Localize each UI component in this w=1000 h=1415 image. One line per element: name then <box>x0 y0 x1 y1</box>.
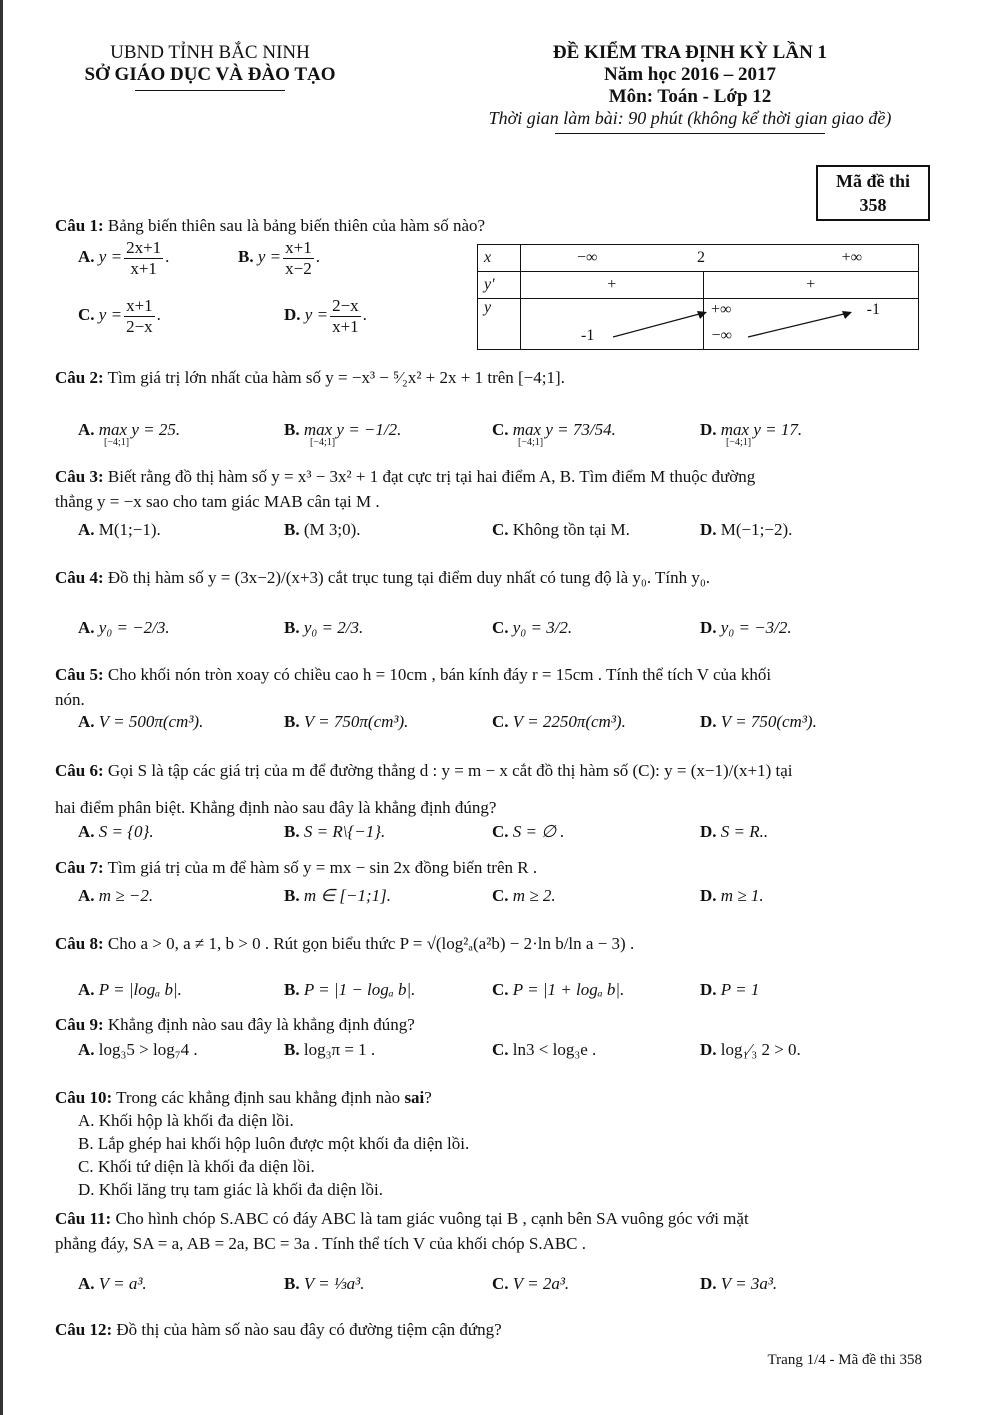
q9-option-c <box>492 1040 596 1060</box>
vt-y-minus1-right: -1 <box>866 301 880 318</box>
q2-a-sub: [−4;1] <box>104 437 130 448</box>
q3-c-text: Không tồn tại M. <box>512 520 630 539</box>
q6-b-letter: B. <box>284 822 300 841</box>
scan-edge <box>0 0 3 1415</box>
q10-label: Câu 10: <box>55 1088 113 1107</box>
q11-text1: Cho hình chóp S.ABC có đáy ABC là tam giác vuông tại B , cạnh bên SA vuông góc với mặt <box>115 1209 749 1228</box>
q2-label: Câu 2: <box>55 368 104 387</box>
question-5 <box>55 662 925 712</box>
province-name: UBND TỈNH BẮC NINH <box>110 42 310 63</box>
q5-b-text: V = 750π(cm³). <box>303 712 409 731</box>
q7-c-letter: C. <box>492 886 509 905</box>
q3-label: Câu 3: <box>55 467 104 486</box>
q9-option-b <box>284 1040 375 1060</box>
q3-d-letter: D. <box>700 520 717 539</box>
school-year: Năm học 2016 – 2017 <box>603 64 777 85</box>
q1-a-letter: A. <box>78 246 95 266</box>
q4-d-text: y₀ = −3/2. <box>720 618 792 637</box>
q6-text1: Gọi S là tập các giá trị của m để đường thẳng d : y = m − x cắt đồ thị hàm số (C): y = (x−1)/(x+1) tại <box>107 761 793 780</box>
q9-b-letter: B. <box>284 1040 300 1059</box>
q4-label: Câu 4: <box>55 568 104 587</box>
question-6 <box>55 758 925 820</box>
q7-label: Câu 7: <box>55 858 104 877</box>
q11-c-text: V = 2a³. <box>512 1274 570 1293</box>
page-footer: Trang 1/4 - Mã đề thi 358 <box>767 1352 922 1368</box>
q5-text1: Cho khối nón tròn xoay có chiều cao h = 10cm , bán kính đáy r = 15cm . Tính thể tích V của khối <box>107 665 772 684</box>
q1-b-num: x+1 <box>285 238 312 257</box>
q3-a-text: M(1;−1). <box>98 520 161 539</box>
q6-text2: hai điểm phân biệt. Khẳng định nào sau đây là khẳng định đúng? <box>55 798 497 817</box>
q4-option-a <box>78 618 170 638</box>
q8-text: Cho a > 0, a ≠ 1, b > 0 . Rút gọn biểu thức P = √(log²ₐ(a²b) − 2·ln b/ln a − 3) . <box>107 934 635 953</box>
q9-d-text: log₁⁄₃ 2 > 0. <box>720 1040 801 1059</box>
q8-option-c <box>492 980 624 1000</box>
q8-option-d <box>700 980 759 1000</box>
q2-option-b <box>284 420 401 448</box>
q9-text: Khẳng định nào sau đây là khẳng định đúng? <box>107 1015 415 1034</box>
header-underline <box>135 90 285 91</box>
q12-label: Câu 12: <box>55 1320 113 1339</box>
q2-text: Tìm giá trị lớn nhất của hàm số y = −x³ − ⁵⁄₂x² + 2x + 1 trên [−4;1]. <box>107 368 565 387</box>
q1-text: Bảng biến thiên sau là bảng biến thiên của hàm số nào? <box>107 216 486 235</box>
q8-c-letter: C. <box>492 980 509 999</box>
q7-a-text: m ≥ −2. <box>98 886 154 905</box>
q4-a-text: y₀ = −2/3. <box>98 618 170 637</box>
q1-option-c: C. y = $\frac{x+1}{2-x}$ . <box>78 296 161 336</box>
q8-a-letter: A. <box>78 980 95 999</box>
q7-option-c <box>492 886 556 906</box>
vt-x-values <box>521 245 704 272</box>
q9-option-d <box>700 1040 801 1060</box>
question-10 <box>55 1088 925 1108</box>
q1-b-letter: B. <box>238 246 254 266</box>
q7-d-text: m ≥ 1. <box>720 886 764 905</box>
q3-text2: thẳng y = −x sao cho tam giác MAB cân tại M . <box>55 492 380 511</box>
q2-d-letter: D. <box>700 420 717 439</box>
q11-label: Câu 11: <box>55 1209 112 1228</box>
department-name: SỞ GIÁO DỤC VÀ ĐÀO TẠO <box>84 64 336 85</box>
vt-arrow-left <box>611 307 711 341</box>
q2-c-text: max y = 73/54. <box>512 420 616 439</box>
q11-option-b <box>284 1274 365 1294</box>
q5-a-letter: A. <box>78 712 95 731</box>
q1-c-letter: C. <box>78 304 95 324</box>
vt-y-left <box>521 299 732 350</box>
q1-option-a: A. y = $\frac{2x+1}{x+1}$ . <box>78 238 170 278</box>
q9-a-text: log₃5 > log₇4 . <box>98 1040 198 1059</box>
vt-y-pos-inf: +∞ <box>711 301 732 318</box>
question-8 <box>55 934 925 954</box>
question-2 <box>55 368 925 388</box>
q7-text: Tìm giá trị của m để hàm số y = mx − sin 2x đồng biến trên R . <box>107 858 538 877</box>
q7-a-letter: A. <box>78 886 95 905</box>
q7-c-text: m ≥ 2. <box>512 886 556 905</box>
q4-option-d <box>700 618 792 638</box>
question-11 <box>55 1206 925 1256</box>
q2-a-letter: A. <box>78 420 95 439</box>
q10-option-d: D. Khối lăng trụ tam giác là khối đa diện lồi. <box>78 1180 383 1199</box>
q5-d-letter: D. <box>700 712 717 731</box>
q11-option-a <box>78 1274 147 1294</box>
q4-d-letter: D. <box>700 618 717 637</box>
q8-d-letter: D. <box>700 980 717 999</box>
vt-x-label: x <box>478 245 521 272</box>
q10-option-a: A. Khối hộp là khối đa diện lồi. <box>78 1111 294 1130</box>
q5-c-letter: C. <box>492 712 509 731</box>
vt-x-values-right <box>697 245 919 272</box>
q5-option-a <box>78 712 203 732</box>
q2-b-letter: B. <box>284 420 300 439</box>
q6-c-text: S = ∅ . <box>512 822 565 841</box>
q8-label: Câu 8: <box>55 934 104 953</box>
q2-option-c <box>492 420 616 448</box>
q11-c-letter: C. <box>492 1274 509 1293</box>
exam-title: ĐỀ KIỂM TRA ĐỊNH KỲ LẦN 1 <box>552 42 828 63</box>
q1-label: Câu 1: <box>55 216 104 235</box>
q11-a-letter: A. <box>78 1274 95 1293</box>
vt-arrow-right <box>746 307 856 341</box>
exam-code-label: Mã đề thi <box>836 171 910 191</box>
q2-option-a <box>78 420 180 448</box>
q3-option-a <box>78 520 161 540</box>
q11-d-text: V = 3a³. <box>720 1274 778 1293</box>
q6-label: Câu 6: <box>55 761 104 780</box>
q2-a-text: max y = 25. <box>98 420 181 439</box>
q9-c-letter: C. <box>492 1040 509 1059</box>
q1-d-den: x+1 <box>332 316 359 336</box>
q3-b-letter: B. <box>284 520 300 539</box>
q6-option-b <box>284 822 385 842</box>
q3-d-text: M(−1;−2). <box>720 520 793 539</box>
vt-yprime-left: + <box>521 272 704 299</box>
q5-a-text: V = 500π(cm³). <box>98 712 204 731</box>
header-right <box>420 42 960 134</box>
q3-option-d <box>700 520 792 540</box>
q7-option-d <box>700 886 764 906</box>
q1-b-pre: y = <box>257 246 282 266</box>
vt-two: 2 <box>697 249 705 266</box>
q2-c-letter: C. <box>492 420 509 439</box>
q6-option-d <box>700 822 768 842</box>
variation-table <box>477 244 919 350</box>
q10-bold: sai <box>404 1088 425 1107</box>
q1-c-pre: y = <box>98 304 123 324</box>
q8-b-text: P = |1 − logₐ b|. <box>303 980 416 999</box>
q1-c-den: 2−x <box>126 316 153 336</box>
vt-y-neg-inf: −∞ <box>711 327 732 344</box>
q4-b-text: y₀ = 2/3. <box>303 618 364 637</box>
q6-option-c <box>492 822 565 842</box>
q7-b-text: m ∈ [−1;1]. <box>303 886 392 905</box>
q2-c-sub: [−4;1] <box>518 437 544 448</box>
vt-neg-inf: −∞ <box>577 249 598 266</box>
q6-d-text: S = R.. <box>720 822 769 841</box>
question-4 <box>55 568 925 588</box>
q1-b-den: x−2 <box>285 258 312 278</box>
exam-code-value: 358 <box>859 195 887 215</box>
q5-label: Câu 5: <box>55 665 104 684</box>
q8-option-a <box>78 980 182 1000</box>
q5-option-d <box>700 712 817 732</box>
q2-b-sub: [−4;1] <box>310 437 336 448</box>
q3-option-b <box>284 520 361 540</box>
time-allowed: Thời gian làm bài: 90 phút (không kể thời gian giao đề) <box>488 108 892 128</box>
q3-b-text: (M 3;0). <box>303 520 361 539</box>
q1-d-pre: y = <box>304 304 329 324</box>
q9-c-text: ln3 < log₃e . <box>512 1040 597 1059</box>
q11-a-text: V = a³. <box>98 1274 147 1293</box>
q4-c-text: y₀ = 3/2. <box>512 618 573 637</box>
vt-y-label: y <box>478 299 521 350</box>
q8-a-text: P = |logₐ b|. <box>98 980 182 999</box>
q3-a-letter: A. <box>78 520 95 539</box>
vt-y-minus1-left: -1 <box>581 327 595 344</box>
q6-option-a <box>78 822 154 842</box>
q5-c-text: V = 2250π(cm³). <box>512 712 626 731</box>
q11-text2: phẳng đáy, SA = a, AB = 2a, BC = 3a . Tính thể tích V của khối chóp S.ABC . <box>55 1234 587 1253</box>
q5-b-letter: B. <box>284 712 300 731</box>
q11-b-text: V = ⅓a³. <box>303 1274 365 1293</box>
q1-d-letter: D. <box>284 304 301 324</box>
q10-text: Trong các khẳng định sau khẳng định nào <box>116 1088 401 1107</box>
q12-text: Đồ thị của hàm số nào sau đây có đường tiệm cận đứng? <box>116 1320 502 1339</box>
q11-option-c <box>492 1274 569 1294</box>
q8-d-text: P = 1 <box>720 980 760 999</box>
q7-d-letter: D. <box>700 886 717 905</box>
q6-d-letter: D. <box>700 822 717 841</box>
q10-option-b: B. Lắp ghép hai khối hộp luôn được một khối đa diện lồi. <box>78 1134 470 1153</box>
vt-pos-inf: +∞ <box>841 249 862 266</box>
header-left <box>60 42 360 91</box>
q6-b-text: S = R\{−1}. <box>303 822 386 841</box>
question-7 <box>55 858 925 878</box>
question-3 <box>55 464 925 514</box>
q9-d-letter: D. <box>700 1040 717 1059</box>
q2-d-sub: [−4;1] <box>726 437 752 448</box>
question-12 <box>55 1320 925 1340</box>
q1-d-num: 2−x <box>332 296 359 315</box>
q1-option-d: D. y = $\frac{2-x}{x+1}$ . <box>284 296 367 336</box>
vt-y-right <box>703 299 919 350</box>
q5-d-text: V = 750(cm³). <box>720 712 817 731</box>
q4-option-b <box>284 618 363 638</box>
q3-c-letter: C. <box>492 520 509 539</box>
q9-a-letter: A. <box>78 1040 95 1059</box>
q1-a-den: x+1 <box>130 258 157 278</box>
q4-option-c <box>492 618 572 638</box>
q1-option-b: B. y = $\frac{x+1}{x-2}$ . <box>238 238 320 278</box>
subject: Môn: Toán - Lớp 12 <box>608 86 772 107</box>
header-right-underline <box>555 133 825 134</box>
q5-option-b <box>284 712 408 732</box>
q7-option-a <box>78 886 153 906</box>
q7-option-b <box>284 886 391 906</box>
q4-text: Đồ thị hàm số y = (3x−2)/(x+3) cắt trục tung tại điểm duy nhất có tung độ là y₀. Tính y₀. <box>107 568 711 587</box>
q5-text2: nón. <box>55 690 85 709</box>
q2-b-text: max y = −1/2. <box>303 420 402 439</box>
q11-b-letter: B. <box>284 1274 300 1293</box>
q8-b-letter: B. <box>284 980 300 999</box>
q3-text1: Biết rằng đồ thị hàm số y = x³ − 3x² + 1 đạt cực trị tại hai điểm A, B. Tìm điểm M thuộc đường <box>107 467 756 486</box>
q3-option-c <box>492 520 630 540</box>
q4-b-letter: B. <box>284 618 300 637</box>
q10-option-c: C. Khối tứ diện là khối đa diện lồi. <box>78 1157 315 1176</box>
q11-option-d <box>700 1274 777 1294</box>
q1-a-num: 2x+1 <box>126 238 162 257</box>
q8-option-b <box>284 980 415 1000</box>
q9-option-a <box>78 1040 198 1060</box>
q6-a-text: S = {0}. <box>98 822 154 841</box>
q2-option-d <box>700 420 802 448</box>
q9-label: Câu 9: <box>55 1015 104 1034</box>
question-9 <box>55 1015 925 1035</box>
exam-code-box <box>816 165 930 221</box>
question-1 <box>55 216 925 236</box>
q6-a-letter: A. <box>78 822 95 841</box>
q2-d-text: max y = 17. <box>720 420 803 439</box>
q5-option-c <box>492 712 626 732</box>
q6-c-letter: C. <box>492 822 509 841</box>
q4-c-letter: C. <box>492 618 509 637</box>
q1-c-num: x+1 <box>126 296 153 315</box>
q4-a-letter: A. <box>78 618 95 637</box>
vt-yprime-label: y′ <box>478 272 521 299</box>
q10-end: ? <box>424 1088 432 1107</box>
q1-a-pre: y = <box>98 246 123 266</box>
q11-d-letter: D. <box>700 1274 717 1293</box>
q7-b-letter: B. <box>284 886 300 905</box>
q8-c-text: P = |1 + logₐ b|. <box>512 980 625 999</box>
vt-yprime-right: + <box>703 272 919 299</box>
q9-b-text: log₃π = 1 . <box>303 1040 376 1059</box>
